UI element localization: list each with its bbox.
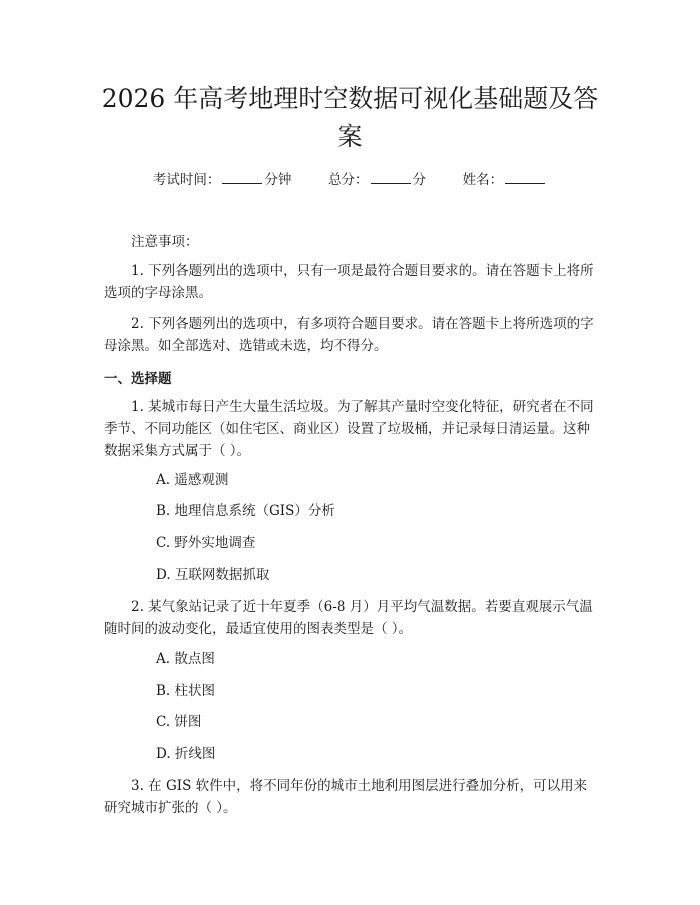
question-1-option-c: C. 野外实地调查 (156, 535, 256, 551)
question-2-option-c: C. 饼图 (156, 714, 202, 730)
exam-info-line (0, 168, 700, 188)
question-2-option-d: D. 折线图 (156, 746, 216, 762)
question-2-stem: 2. 某气象站记录了近十年夏季（6-8 月）月平均气温数据。若要直观展示气温随时间的波动变化，最适宜使用的图表类型是（ ）。 (104, 599, 593, 637)
question-1-option-d: D. 互联网数据抓取 (156, 567, 270, 583)
question-2-option-b: B. 柱状图 (156, 683, 216, 699)
time-blank (222, 171, 262, 184)
question-1-option-b: B. 地理信息系统（GIS）分析 (156, 503, 335, 519)
note-item-1: 1. 下列各题列出的选项中，只有一项是最符合题目要求的。请在答题卡上将所选项的字母涂黑。 (104, 263, 594, 301)
question-3-stem: 3. 在 GIS 软件中，将不同年份的城市土地利用图层进行叠加分析，可以用来研究城市扩张的（ ）。 (104, 778, 588, 816)
question-1-stem: 1. 某城市每日产生大量生活垃圾。为了解其产量时空变化特征，研究者在不同季节、不同功能区（如住宅区、商业区）设置了垃圾桶，并记录每日清运量。这种数据采集方式属于（ ）。 (104, 399, 594, 459)
time-label: 考试时间： (152, 172, 221, 188)
notes-heading: 注意事项： (131, 234, 199, 250)
name-label: 姓名： (462, 172, 504, 188)
score-label: 总分： (328, 172, 369, 188)
question-1-option-a: A. 遥感观测 (156, 472, 229, 488)
score-blank (371, 171, 411, 184)
section-heading: 一、选择题 (104, 371, 172, 387)
time-unit: 分钟 (264, 172, 292, 188)
name-blank (505, 171, 545, 184)
question-2-option-a: A. 散点图 (156, 651, 215, 667)
note-item-2: 2. 下列各题列出的选项中，有多项符合题目要求。请在答题卡上将所选项的字母涂黑。如全部选对、选错或未选，均不得分。 (104, 316, 594, 354)
document-title: 2026 年高考地理时空数据可视化基础题及答案 (101, 84, 599, 151)
score-unit: 分 (412, 172, 426, 188)
